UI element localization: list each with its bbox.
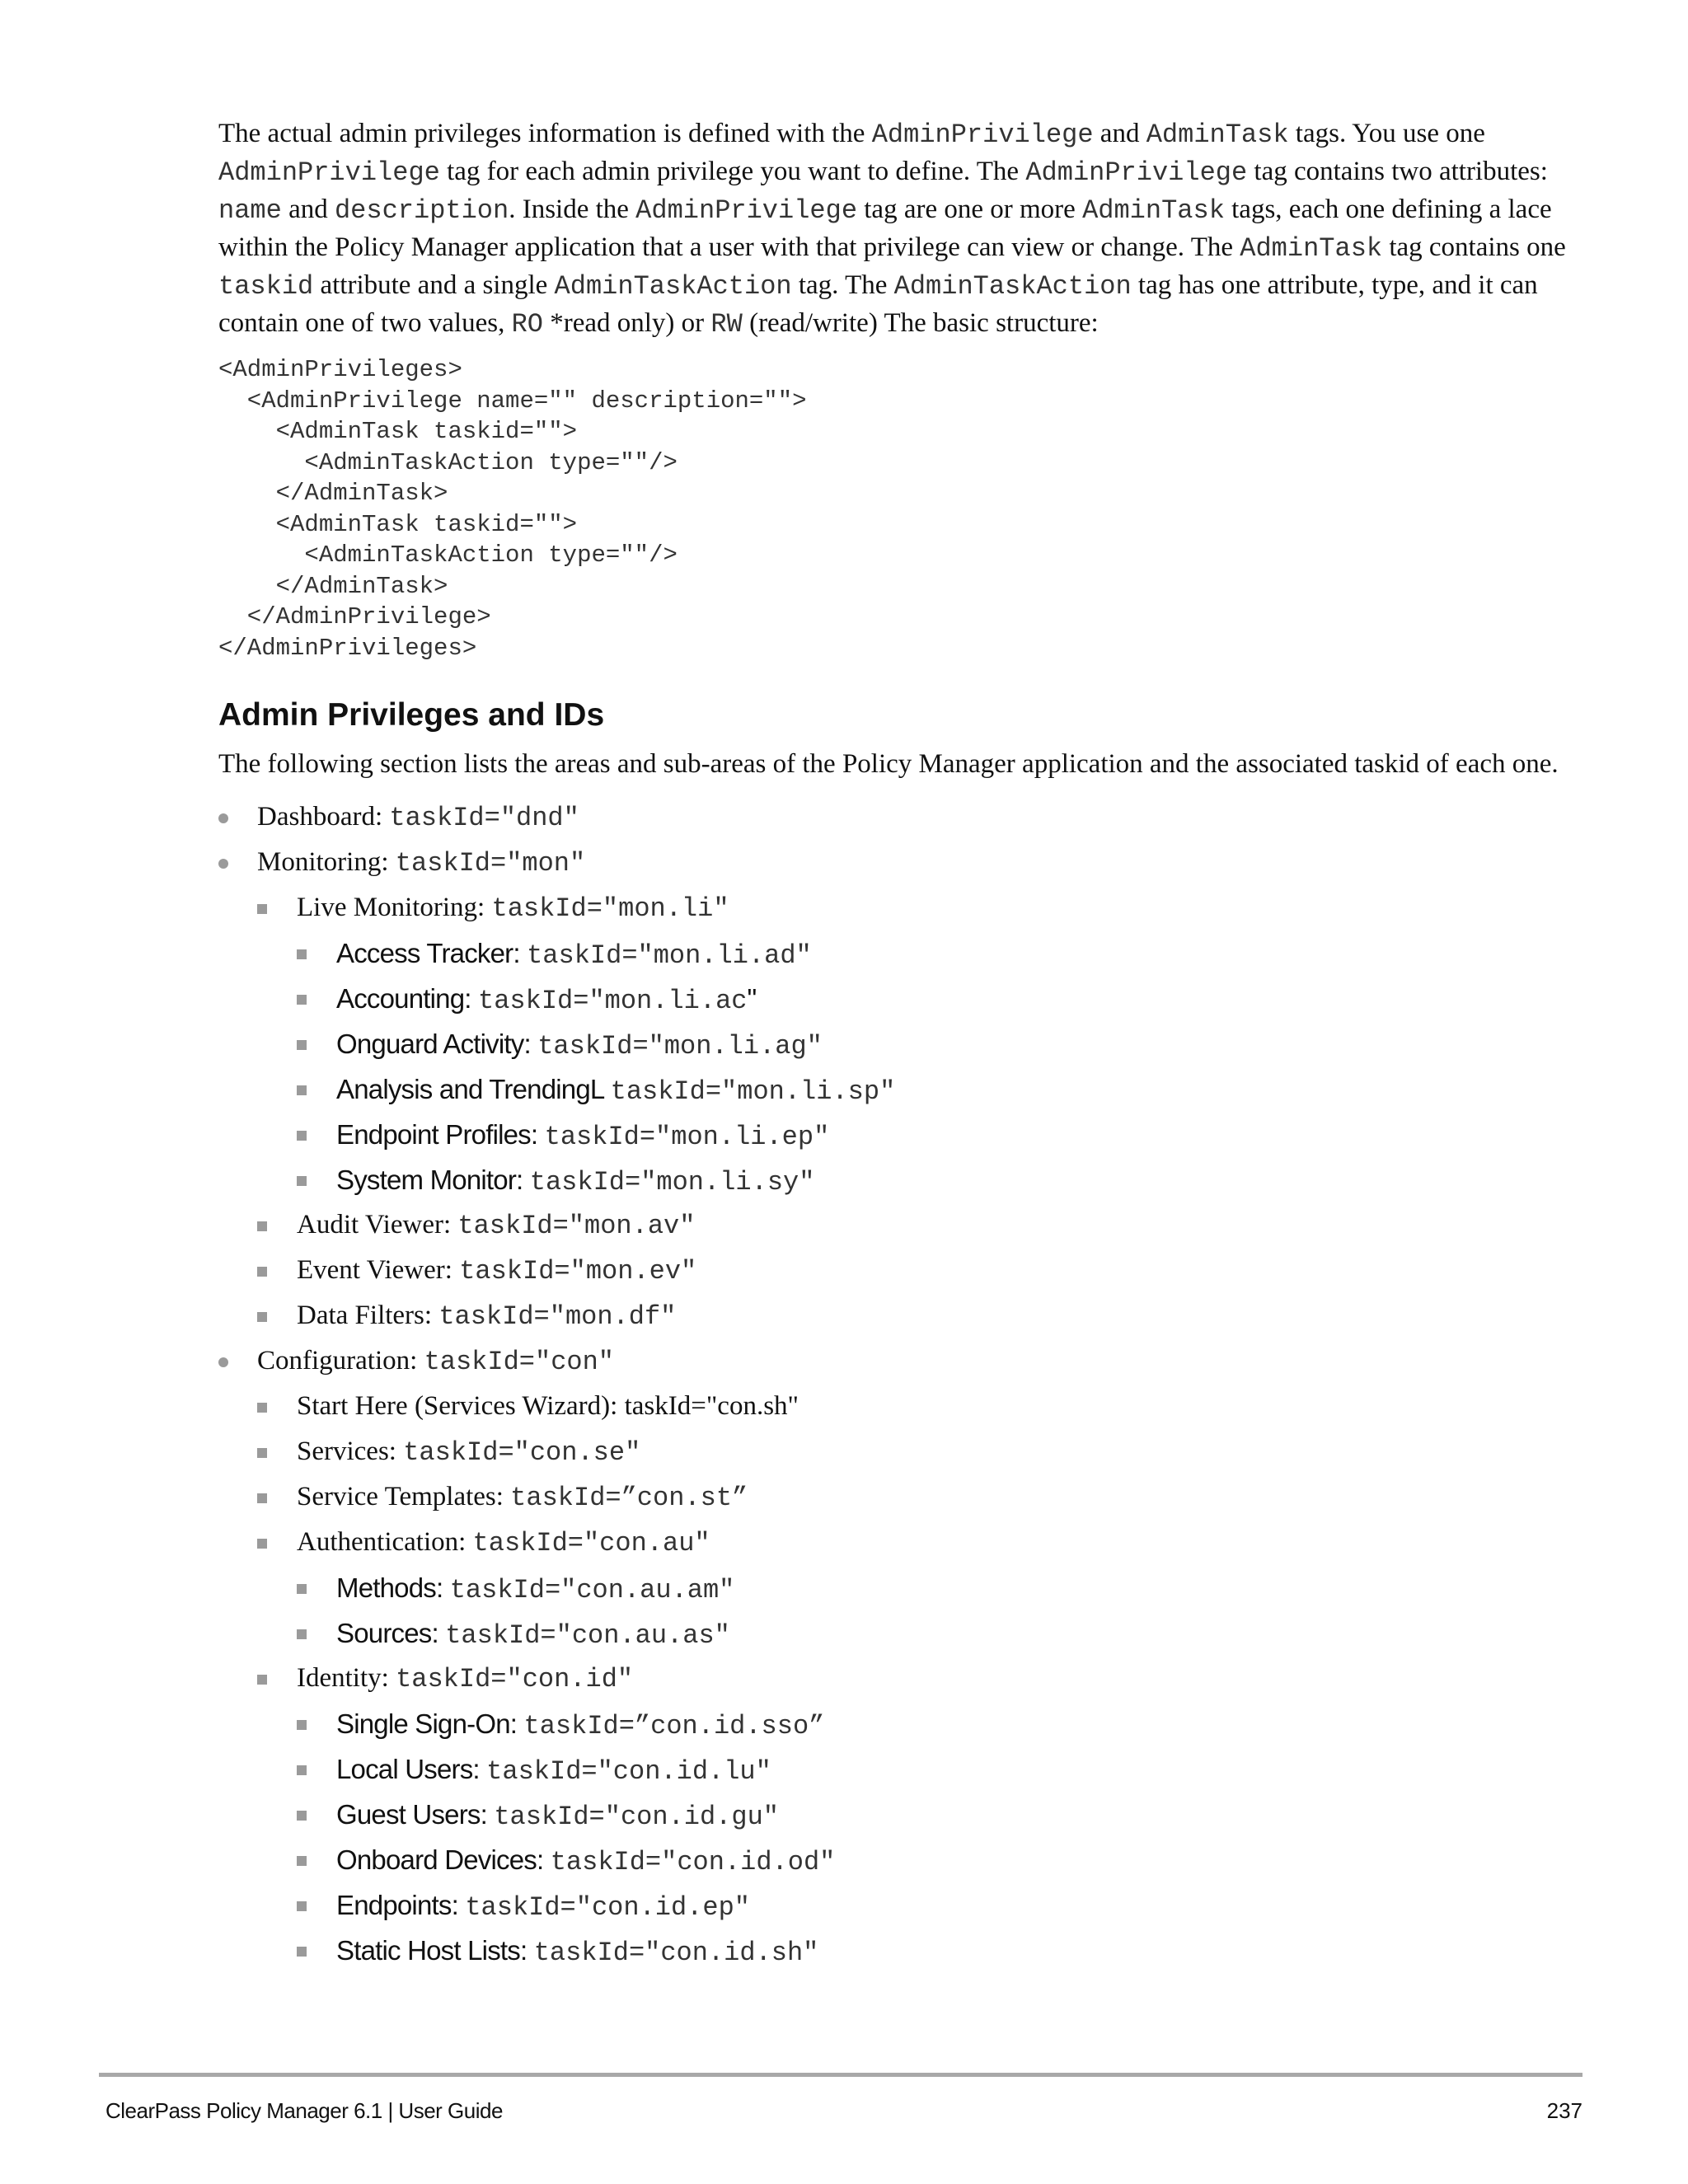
list-item-analysis-trending: Analysis and TrendingL taskId="mon.li.sp" <box>218 1066 1587 1112</box>
list-item-methods: Methods: taskId="con.au.am" <box>218 1565 1587 1610</box>
footer-title: ClearPass Policy Manager 6.1 | User Guide <box>106 2098 503 2123</box>
page-content <box>218 115 1587 1973</box>
bullet-square-icon <box>297 1176 307 1186</box>
footer-divider <box>99 2073 1582 2077</box>
list-item-endpoint-profiles: Endpoint Profiles: taskId="mon.li.ep" <box>218 1112 1587 1157</box>
list-item-access-tracker: Access Tracker: taskId="mon.li.ad" <box>218 930 1587 976</box>
list-item-monitoring: Monitoring: taskId="mon" <box>218 840 1587 885</box>
bullet-square-icon <box>257 1448 267 1458</box>
bullet-square-icon <box>297 1131 307 1141</box>
bullet-square-icon <box>257 1312 267 1322</box>
page-number: 237 <box>1546 2098 1582 2123</box>
bullet-square-icon <box>257 1493 267 1503</box>
list-item-start-here: Start Here (Services Wizard): taskId="con.sh" <box>218 1384 1587 1429</box>
bullet-square-icon <box>297 1629 307 1639</box>
section-heading: Admin Privileges and IDs <box>218 697 605 733</box>
bullet-square-icon <box>297 1765 307 1775</box>
bullet-circle-icon <box>218 859 228 869</box>
bullet-square-icon <box>257 1675 267 1685</box>
taskid-list <box>218 794 1587 1973</box>
bullet-square-icon <box>257 1539 267 1549</box>
bullet-square-icon <box>257 904 267 914</box>
list-item-dashboard: Dashboard: taskId="dnd" <box>218 794 1587 840</box>
code-block: <AdminPrivileges> <AdminPrivilege name="" description=""> <AdminTask taskid=""> <AdminTaskAction type=""/> </AdminTask> <AdminTask taskid=""> <AdminTaskAction type=""/> </AdminTask> </AdminPrivilege> </AdminPrivileges> <box>218 356 807 662</box>
list-item-endpoints: Endpoints: taskId="con.id.ep" <box>218 1882 1587 1928</box>
list-item-service-templates: Service Templates: taskId=”con.st” <box>218 1474 1587 1520</box>
bullet-square-icon <box>257 1221 267 1231</box>
bullet-square-icon <box>297 1811 307 1821</box>
bullet-square-icon <box>297 1584 307 1594</box>
intro-paragraph: The actual admin privileges information is defined with the AdminPrivilege and AdminTask tags. You use one AdminPrivilege tag for each admin privilege you want to define. The AdminPrivilege tag contains two attributes: name and description. Inside the AdminPrivilege tag are one or more AdminTask tags, each one defining a lace within the Policy Manager application that a user with that privilege can view or change. The AdminTask tag contains one taskid attribute and a single AdminTaskAction tag. The AdminTaskAction tag has one attribute, type, and it can contain one of two values, RO *read only) or RW (read/write) The basic structure: <box>218 119 1566 340</box>
list-item-sources: Sources: taskId="con.au.as" <box>218 1610 1587 1656</box>
bullet-square-icon <box>257 1267 267 1277</box>
list-item-guest-users: Guest Users: taskId="con.id.gu" <box>218 1792 1587 1837</box>
bullet-square-icon <box>297 1040 307 1050</box>
list-item-static-host-lists: Static Host Lists: taskId="con.id.sh" <box>218 1928 1587 1973</box>
list-item-system-monitor: System Monitor: taskId="mon.li.sy" <box>218 1157 1587 1202</box>
bullet-square-icon <box>257 1403 267 1413</box>
list-item-accounting: Accounting: taskId="mon.li.ac" <box>218 976 1587 1021</box>
list-item-data-filters: Data Filters: taskId="mon.df" <box>218 1293 1587 1338</box>
list-item-configuration: Configuration: taskId="con" <box>218 1338 1587 1384</box>
bullet-square-icon <box>297 1901 307 1911</box>
bullet-square-icon <box>297 949 307 959</box>
bullet-square-icon <box>297 1947 307 1957</box>
list-item-authentication: Authentication: taskId="con.au" <box>218 1520 1587 1565</box>
list-item-onguard-activity: Onguard Activity: taskId="mon.li.ag" <box>218 1021 1587 1066</box>
list-item-local-users: Local Users: taskId="con.id.lu" <box>218 1746 1587 1792</box>
list-item-onboard-devices: Onboard Devices: taskId="con.id.od" <box>218 1837 1587 1882</box>
section-description: The following section lists the areas and sub-areas of the Policy Manager application and the associated taskid of each one. <box>218 749 1559 779</box>
list-item-live-monitoring: Live Monitoring: taskId="mon.li" <box>218 885 1587 930</box>
bullet-square-icon <box>297 1720 307 1730</box>
bullet-circle-icon <box>218 813 228 823</box>
bullet-square-icon <box>297 995 307 1005</box>
list-item-identity: Identity: taskId="con.id" <box>218 1656 1587 1701</box>
list-item-audit-viewer: Audit Viewer: taskId="mon.av" <box>218 1202 1587 1248</box>
list-item-single-sign-on: Single Sign-On: taskId=”con.id.sso” <box>218 1701 1587 1746</box>
bullet-circle-icon <box>218 1357 228 1367</box>
list-item-services: Services: taskId="con.se" <box>218 1429 1587 1474</box>
list-item-event-viewer: Event Viewer: taskId="mon.ev" <box>218 1248 1587 1293</box>
bullet-square-icon <box>297 1085 307 1095</box>
bullet-square-icon <box>297 1856 307 1866</box>
